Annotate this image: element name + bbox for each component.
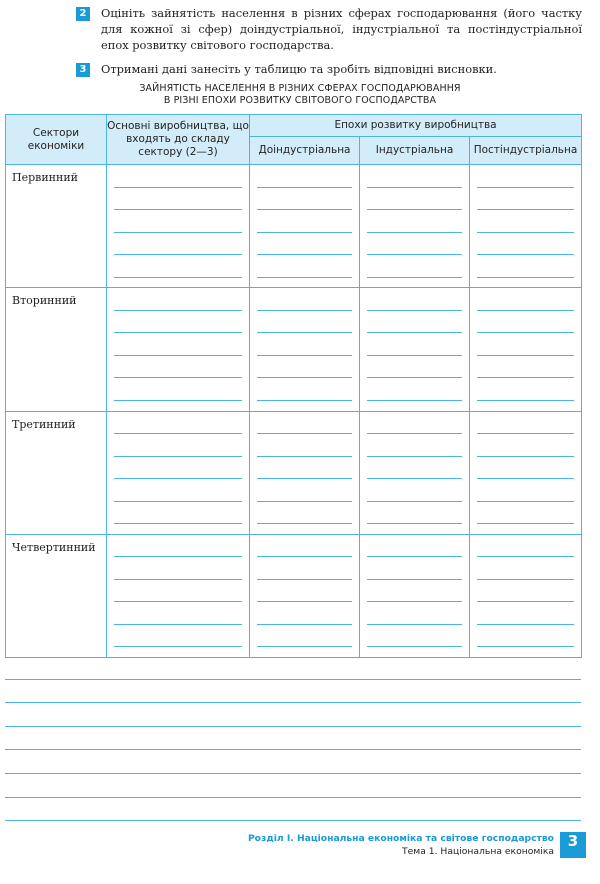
answer-line xyxy=(477,580,574,603)
sector-name: Первинний xyxy=(6,165,107,288)
answer-line xyxy=(367,233,462,256)
task-number-badge: 2 xyxy=(76,7,90,21)
sector-name: Третинний xyxy=(6,411,107,534)
answer-line xyxy=(367,602,462,625)
answer-cell[interactable] xyxy=(107,411,250,534)
header-production: Основні виробництва, що входять до складу сектору (2—3) xyxy=(107,115,250,165)
answer-line xyxy=(477,434,574,457)
footer-section: Розділ І. Національна економіка та світове господарство xyxy=(247,833,554,844)
answer-line xyxy=(114,255,242,278)
answer-line xyxy=(477,625,574,648)
answer-line xyxy=(367,165,462,188)
table-title-line-2: В РІЗНІ ЕПОХИ РОЗВИТКУ СВІТОВОГО ГОСПОДАРСТВА xyxy=(163,95,437,106)
answer-line xyxy=(114,479,242,502)
answer-line xyxy=(477,378,574,401)
answer-line xyxy=(477,457,574,480)
answer-cell[interactable] xyxy=(470,411,582,534)
page-footer xyxy=(248,832,554,858)
answer-cell[interactable] xyxy=(107,288,250,411)
answer-line xyxy=(477,479,574,502)
answer-line xyxy=(367,356,462,379)
answer-cell[interactable] xyxy=(107,534,250,657)
answer-line xyxy=(367,457,462,480)
answer-line xyxy=(257,457,352,480)
answer-line xyxy=(477,210,574,233)
answer-line xyxy=(367,625,462,648)
footer-topic: Тема 1. Національна економіка xyxy=(402,846,554,857)
answer-line xyxy=(114,356,242,379)
notes-line[interactable] xyxy=(5,703,581,727)
answer-line xyxy=(367,580,462,603)
answer-cell[interactable] xyxy=(250,288,360,411)
task-number-badge: 3 xyxy=(76,63,90,77)
answer-line xyxy=(257,557,352,580)
answer-line xyxy=(114,378,242,401)
answer-line xyxy=(477,165,574,188)
sector-row xyxy=(6,288,582,411)
answer-line xyxy=(257,434,352,457)
answer-line xyxy=(114,333,242,356)
notes-line[interactable] xyxy=(5,656,581,680)
answer-line xyxy=(257,255,352,278)
answer-line xyxy=(477,356,574,379)
answer-line xyxy=(257,535,352,558)
answer-cell[interactable] xyxy=(360,165,470,288)
page-number: 3 xyxy=(560,832,586,858)
answer-line xyxy=(367,255,462,278)
answer-line xyxy=(257,188,352,211)
table-title-line-1: ЗАЙНЯТІСТЬ НАСЕЛЕННЯ В РІЗНИХ СФЕРАХ ГОСПОДАРЮВАННЯ xyxy=(139,83,461,94)
answer-cell[interactable] xyxy=(250,411,360,534)
notes-line[interactable] xyxy=(5,680,581,704)
notes-area xyxy=(5,656,581,821)
answer-line xyxy=(257,233,352,256)
answer-line xyxy=(114,288,242,311)
answer-line xyxy=(114,457,242,480)
answer-line xyxy=(257,210,352,233)
answer-line xyxy=(367,557,462,580)
task-text: Оцініть зайнятість населення в різних сферах господарювання (його частку для кожної зі сфер) доіндустріальної, індустріальної та постіндустріальної епох розвитку світового господарства. xyxy=(101,6,582,52)
table-title xyxy=(0,83,600,107)
sector-name: Четвертинний xyxy=(6,534,107,657)
answer-cell[interactable] xyxy=(470,288,582,411)
answer-line xyxy=(114,188,242,211)
answer-cell[interactable] xyxy=(360,534,470,657)
answer-line xyxy=(114,580,242,603)
answer-line xyxy=(114,557,242,580)
answer-line xyxy=(114,311,242,334)
header-epochs: Епохи розвитку виробництва xyxy=(250,115,582,137)
answer-line xyxy=(257,378,352,401)
answer-line xyxy=(477,535,574,558)
answer-line xyxy=(257,502,352,525)
answer-line xyxy=(477,502,574,525)
header-industrial: Індустріальна xyxy=(360,137,470,165)
answer-line xyxy=(477,333,574,356)
answer-line xyxy=(257,580,352,603)
answer-line xyxy=(257,625,352,648)
sector-row xyxy=(6,534,582,657)
task-text: Отримані дані занесіть у таблицю та зробіть відповідні висновки. xyxy=(101,62,497,76)
header-post-industrial: Постіндустріальна xyxy=(470,137,582,165)
notes-line[interactable] xyxy=(5,798,581,822)
employment-table xyxy=(5,114,582,658)
answer-line xyxy=(114,434,242,457)
answer-line xyxy=(477,311,574,334)
answer-line xyxy=(367,333,462,356)
answer-cell[interactable] xyxy=(470,165,582,288)
answer-line xyxy=(257,288,352,311)
answer-line xyxy=(257,356,352,379)
answer-line xyxy=(257,602,352,625)
answer-line xyxy=(367,210,462,233)
answer-cell[interactable] xyxy=(360,288,470,411)
answer-line xyxy=(114,535,242,558)
notes-line[interactable] xyxy=(5,774,581,798)
answer-cell[interactable] xyxy=(360,411,470,534)
answer-line xyxy=(477,288,574,311)
answer-line xyxy=(114,412,242,435)
answer-line xyxy=(367,412,462,435)
answer-line xyxy=(367,188,462,211)
answer-line xyxy=(114,165,242,188)
answer-line xyxy=(477,233,574,256)
answer-line xyxy=(367,535,462,558)
header-sectors: Сектори економіки xyxy=(6,115,107,165)
answer-line xyxy=(477,412,574,435)
answer-line xyxy=(257,412,352,435)
answer-line xyxy=(257,479,352,502)
answer-line xyxy=(477,602,574,625)
answer-line xyxy=(367,378,462,401)
header-pre-industrial: Доіндустріальна xyxy=(250,137,360,165)
answer-line xyxy=(367,479,462,502)
answer-cell[interactable] xyxy=(250,534,360,657)
answer-line xyxy=(477,188,574,211)
sector-row xyxy=(6,411,582,534)
answer-line xyxy=(367,434,462,457)
answer-line xyxy=(477,255,574,278)
answer-line xyxy=(477,557,574,580)
answer-line xyxy=(114,233,242,256)
answer-line xyxy=(257,333,352,356)
answer-cell[interactable] xyxy=(470,534,582,657)
answer-line xyxy=(114,502,242,525)
notes-line[interactable] xyxy=(5,727,581,751)
answer-line xyxy=(367,502,462,525)
answer-cell[interactable] xyxy=(250,165,360,288)
answer-cell[interactable] xyxy=(107,165,250,288)
notes-line[interactable] xyxy=(5,750,581,774)
answer-line xyxy=(367,288,462,311)
sector-name: Вторинний xyxy=(6,288,107,411)
sector-row xyxy=(6,165,582,288)
answer-line xyxy=(114,210,242,233)
answer-line xyxy=(114,625,242,648)
answer-line xyxy=(257,311,352,334)
answer-line xyxy=(367,311,462,334)
answer-line xyxy=(257,165,352,188)
answer-line xyxy=(114,602,242,625)
